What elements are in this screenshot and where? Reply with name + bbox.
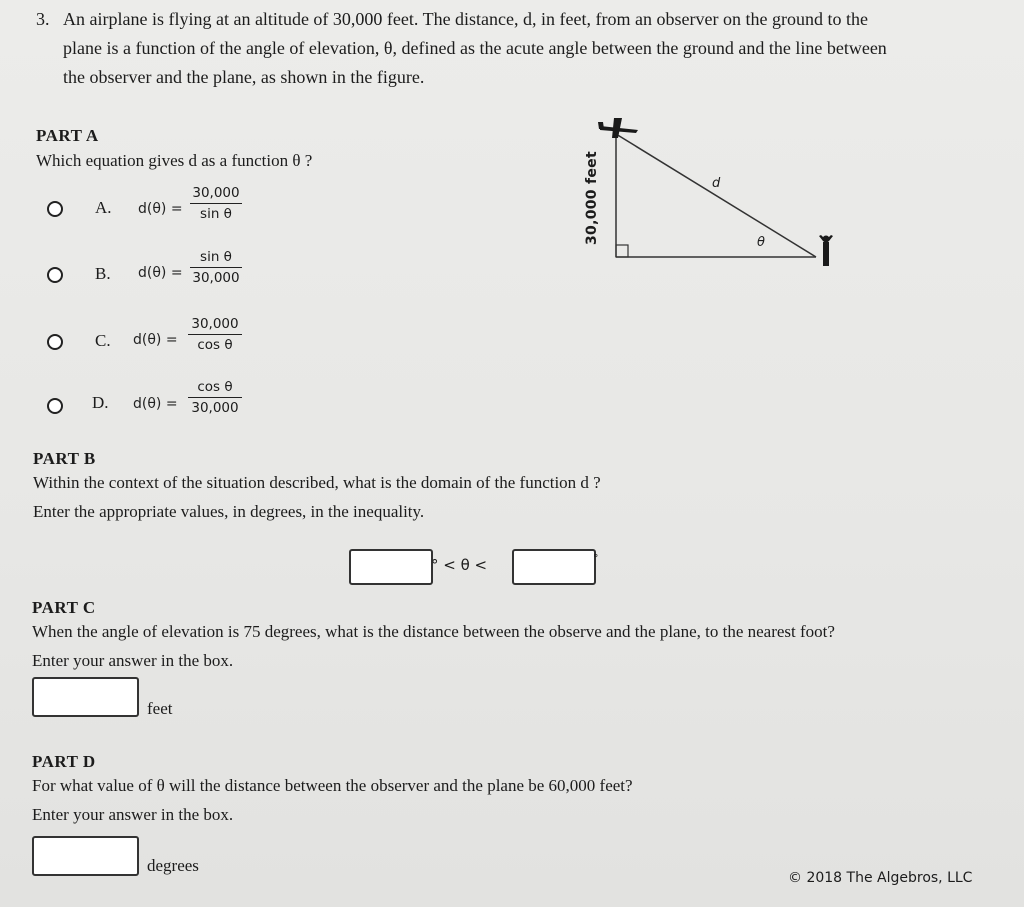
option-b-lhs: d(θ) = (138, 265, 183, 281)
right-angle-marker (616, 245, 628, 257)
observer-icon (819, 235, 833, 266)
option-c-fraction (188, 316, 242, 353)
inequality-middle: ° < θ < (431, 556, 488, 574)
angle-label: θ (757, 235, 765, 250)
part-a-title: PART A (36, 126, 99, 145)
option-a-lhs: d(θ) = (138, 201, 183, 217)
option-d-letter: D. (92, 393, 109, 412)
question-line-1: An airplane is flying at an altitude of 30,000 feet. The distance, d, in feet, from an observer on the ground to the (63, 9, 868, 29)
domain-lower-input[interactable] (349, 549, 433, 585)
question-line-3: the observer and the plane, as shown in the figure. (63, 67, 425, 87)
option-d-radio[interactable] (47, 398, 63, 414)
angle-answer-input[interactable] (32, 836, 139, 876)
hypotenuse-label: d (712, 176, 721, 191)
option-d-lhs: d(θ) = (133, 396, 178, 412)
part-d-prompt: For what value of θ will the distance between the observer and the plane be 60,000 feet? (32, 776, 633, 795)
option-b-fraction (190, 249, 242, 286)
option-c-lhs: d(θ) = (133, 332, 178, 348)
option-d-numerator: cos θ (188, 379, 242, 398)
part-d-title: PART D (32, 752, 96, 771)
hypotenuse-d (616, 134, 816, 257)
option-c-radio[interactable] (47, 334, 63, 350)
option-d-denominator: 30,000 (191, 400, 239, 416)
part-a-prompt: Which equation gives d as a function θ ? (36, 151, 313, 170)
option-a-radio[interactable] (47, 201, 63, 217)
domain-upper-input[interactable] (512, 549, 596, 585)
height-label: 30,000 feet (584, 151, 600, 245)
option-c-numerator: 30,000 (188, 316, 242, 335)
part-b-prompt: Within the context of the situation described, what is the domain of the function d ? (33, 473, 601, 492)
option-a-letter: A. (95, 198, 112, 217)
option-d-fraction (188, 379, 242, 416)
part-c-instruction: Enter your answer in the box. (32, 651, 234, 670)
distance-unit: feet (147, 699, 173, 718)
option-b-letter: B. (95, 264, 111, 283)
option-a-denominator: sin θ (200, 206, 232, 222)
question-line-2: plane is a function of the angle of elevation, θ, defined as the acute angle between the ground and the line between (63, 38, 887, 58)
distance-answer-input[interactable] (32, 677, 139, 717)
option-a-numerator: 30,000 (190, 185, 242, 204)
option-c-letter: C. (95, 331, 111, 350)
option-b-denominator: 30,000 (192, 270, 240, 286)
triangle-figure (580, 112, 840, 272)
option-c-denominator: cos θ (197, 337, 233, 353)
question-number: 3. (36, 9, 50, 29)
part-d-instruction: Enter your answer in the box. (32, 805, 234, 824)
airplane-icon (598, 118, 638, 138)
option-a-fraction (190, 185, 242, 222)
part-b-instruction: Enter the appropriate values, in degrees, in the inequality. (33, 502, 425, 521)
part-c-prompt: When the angle of elevation is 75 degrees, what is the distance between the observe and the plane, to the nearest foot? (32, 622, 835, 641)
copyright-notice: © 2018 The Algebros, LLC (788, 870, 973, 886)
angle-unit: degrees (147, 856, 199, 875)
degree-symbol-upper: ° (593, 552, 599, 565)
part-b-title: PART B (33, 449, 96, 468)
option-b-radio[interactable] (47, 267, 63, 283)
part-c-title: PART C (32, 598, 96, 617)
option-b-numerator: sin θ (190, 249, 242, 268)
